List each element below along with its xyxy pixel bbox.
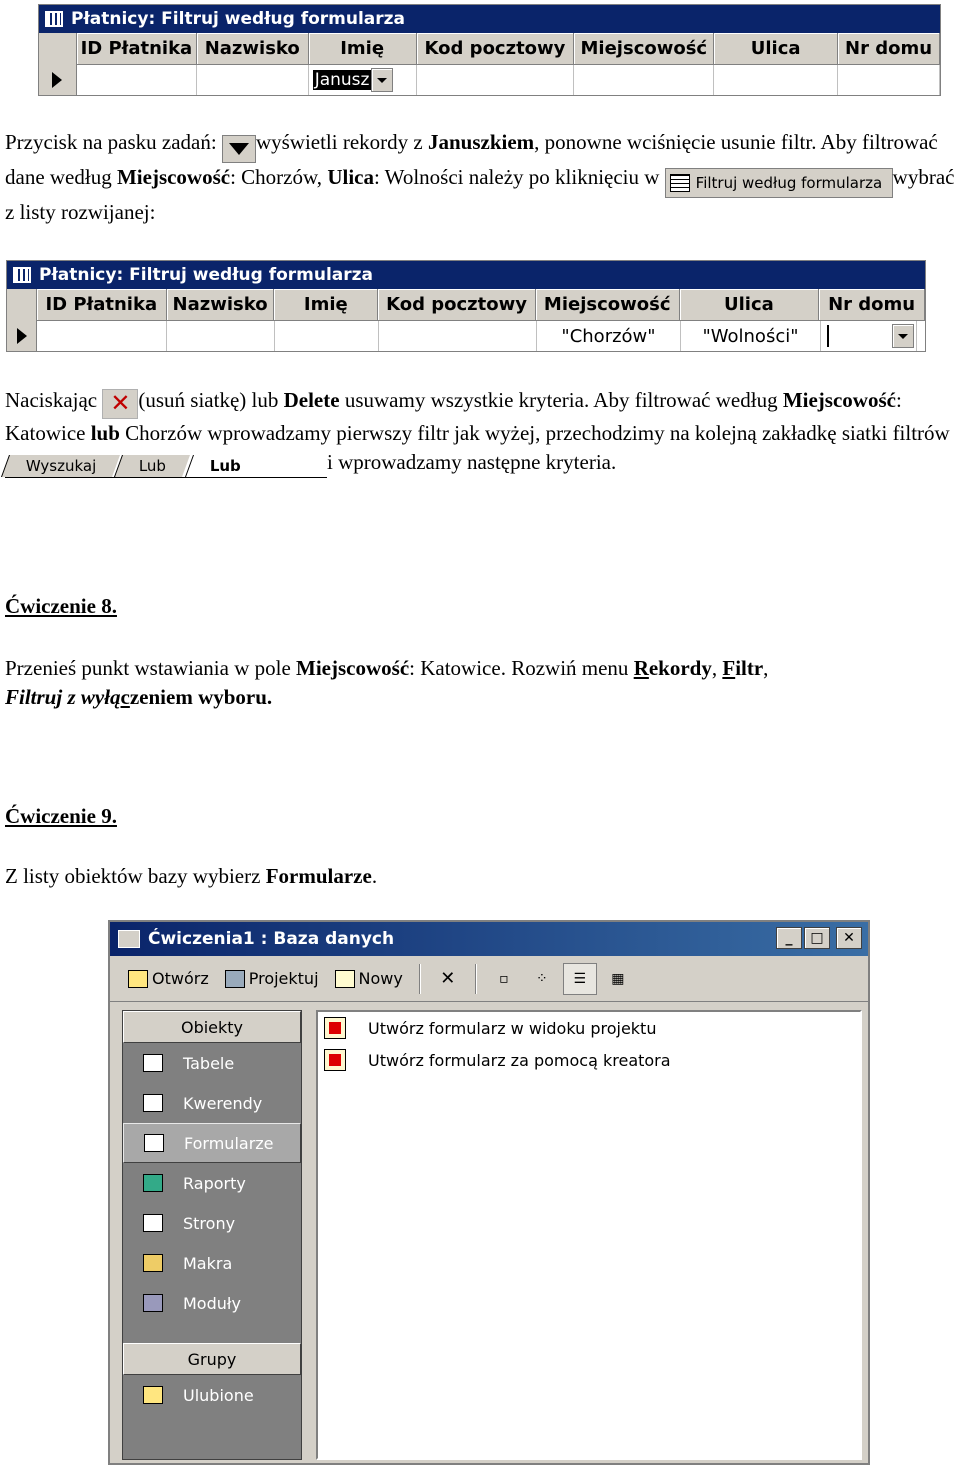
filter-grid-window-1 bbox=[38, 4, 941, 96]
small-icons-button[interactable] bbox=[525, 963, 559, 995]
design-icon bbox=[225, 970, 245, 988]
database-icon bbox=[118, 930, 140, 948]
filter-grid-window-2 bbox=[6, 260, 926, 352]
design-button[interactable]: Projektuj bbox=[219, 963, 325, 995]
grid-1-header bbox=[39, 33, 940, 65]
col-imie[interactable]: Imię bbox=[309, 33, 417, 65]
wizard-icon bbox=[324, 1049, 346, 1071]
query-icon bbox=[143, 1094, 163, 1112]
form-icon bbox=[144, 1134, 164, 1152]
col-nazwisko[interactable]: Nazwisko bbox=[197, 33, 309, 65]
list-view-button[interactable] bbox=[563, 963, 597, 995]
record-selector[interactable] bbox=[39, 65, 77, 95]
col-kod-pocztowy[interactable]: Kod pocztowy bbox=[378, 289, 536, 321]
filter-button-icon bbox=[222, 135, 256, 163]
delete-icon: ✕ bbox=[440, 968, 456, 989]
new-icon bbox=[335, 970, 355, 988]
paragraph-filter-intro: Przycisk na pasku zadań: wyświetli rekordy z Januszkiem, ponowne wciśnięcie usunie filtr. Aby filtrować dane według Miejscowość: Chorzów, Ulica: Wolności należy po kliknięciu w Filtruj według formularza wybrać z listy rozwijanej: bbox=[5, 130, 955, 224]
groups-header[interactable]: Grupy bbox=[123, 1343, 301, 1375]
objects-bar bbox=[122, 1010, 302, 1460]
filter-tabs bbox=[5, 454, 327, 478]
favorites-icon bbox=[143, 1386, 163, 1404]
details-view-icon: ▦ bbox=[611, 970, 625, 987]
grid-2-filter-row bbox=[7, 321, 925, 351]
dropdown-button[interactable] bbox=[892, 324, 914, 348]
details-view-button[interactable] bbox=[601, 963, 635, 995]
col-ulica[interactable]: Ulica bbox=[680, 289, 820, 321]
col-nr-domu[interactable]: Nr domu bbox=[838, 33, 940, 65]
list-view-icon: ☰ bbox=[573, 970, 587, 987]
col-miejscowosc[interactable]: Miejscowość bbox=[574, 33, 714, 65]
open-button[interactable]: Otwórz bbox=[122, 963, 215, 995]
table-icon bbox=[45, 11, 63, 27]
funnel-icon bbox=[229, 143, 249, 155]
database-window-titlebar bbox=[110, 922, 868, 956]
clear-grid-icon: ✕ bbox=[102, 389, 138, 419]
col-ulica[interactable]: Ulica bbox=[714, 33, 838, 65]
delete-button[interactable] bbox=[431, 963, 465, 995]
sidebar-item-makra[interactable]: Makra bbox=[123, 1243, 301, 1283]
grid-2-header bbox=[7, 289, 925, 321]
database-window-title: Ćwiczenia1 : Baza danych bbox=[148, 929, 395, 949]
page-icon bbox=[143, 1214, 163, 1232]
large-icons-icon: ▫ bbox=[499, 970, 509, 987]
exercise-8-text: Przenieś punkt wstawiania w pole Miejscowość: Katowice. Rozwiń menu Rekordy, Filtr, Filtruj z wyłączeniem wyboru. bbox=[5, 656, 769, 709]
report-icon bbox=[143, 1174, 163, 1192]
create-form-icon bbox=[324, 1017, 346, 1039]
col-imie[interactable]: Imię bbox=[274, 289, 378, 321]
objects-header[interactable]: Obiekty bbox=[123, 1011, 301, 1043]
filter-by-form-button: Filtruj według formularza bbox=[665, 168, 893, 198]
sidebar-item-tabele[interactable]: Tabele bbox=[123, 1043, 301, 1083]
current-record-arrow-icon bbox=[17, 328, 27, 344]
grid-1-titlebar bbox=[39, 5, 940, 33]
grid-icon bbox=[670, 174, 690, 192]
grid-1-title: Płatnicy: Filtruj według formularza bbox=[71, 9, 406, 29]
imie-filter-value: Janusz bbox=[314, 70, 370, 90]
large-icons-button[interactable] bbox=[487, 963, 521, 995]
exercise-9-heading: Ćwiczenie 9. bbox=[5, 804, 117, 828]
record-selector[interactable] bbox=[7, 321, 37, 351]
tab-wyszukaj: Wyszukaj bbox=[1, 455, 120, 477]
exercise-8-heading: Ćwiczenie 8. bbox=[5, 594, 117, 618]
minimize-button[interactable]: _ bbox=[776, 927, 802, 949]
chevron-down-icon bbox=[898, 334, 908, 339]
sidebar-item-moduly[interactable]: Moduły bbox=[123, 1283, 301, 1323]
sidebar-item-strony[interactable]: Strony bbox=[123, 1203, 301, 1243]
col-miejscowosc[interactable]: Miejscowość bbox=[536, 289, 680, 321]
small-icons-icon: ⁘ bbox=[535, 970, 548, 987]
current-record-arrow-icon bbox=[52, 72, 62, 88]
col-kod-pocztowy[interactable]: Kod pocztowy bbox=[417, 33, 575, 65]
tab-lub-2: Lub bbox=[185, 455, 265, 477]
text-cursor bbox=[827, 325, 829, 347]
objects-list bbox=[316, 1010, 862, 1460]
open-icon bbox=[128, 970, 148, 988]
col-nr-domu[interactable]: Nr domu bbox=[819, 289, 925, 321]
chevron-down-icon bbox=[377, 78, 387, 83]
ulica-filter-cell[interactable]: "Wolności" bbox=[681, 321, 821, 351]
database-window bbox=[108, 920, 870, 1465]
table-icon bbox=[143, 1054, 163, 1072]
grid-2-titlebar bbox=[7, 261, 925, 289]
col-id-platnika[interactable]: ID Płatnika bbox=[77, 33, 197, 65]
nr-domu-filter-cell[interactable] bbox=[821, 321, 917, 351]
list-item-design-view[interactable]: Utwórz formularz w widoku projektu bbox=[318, 1012, 860, 1044]
col-id-platnika[interactable]: ID Płatnika bbox=[37, 289, 167, 321]
imie-filter-cell[interactable] bbox=[309, 65, 417, 95]
macro-icon bbox=[143, 1254, 163, 1272]
grid-2-title: Płatnicy: Filtruj według formularza bbox=[39, 265, 374, 285]
paragraph-clear-and-or: Naciskając ✕ (usuń siatkę) lub Delete usuwamy wszystkie kryteria. Aby filtrować według Miejscowość: Katowice lub Chorzów wprowadzamy pierwszy filtr jak wyżej, przechodzimy na kolejną zakładkę siatki filtrów Wyszukaj Lub Lub i wprowadzamy następne kryteria. bbox=[5, 386, 960, 478]
miejscowosc-filter-cell[interactable]: "Chorzów" bbox=[537, 321, 681, 351]
dropdown-button[interactable] bbox=[371, 68, 393, 92]
new-button[interactable]: Nowy bbox=[329, 963, 409, 995]
module-icon bbox=[143, 1294, 163, 1312]
sidebar-item-raporty[interactable]: Raporty bbox=[123, 1163, 301, 1203]
table-icon bbox=[13, 267, 31, 283]
grid-1-filter-row bbox=[39, 65, 940, 95]
close-button[interactable]: ✕ bbox=[836, 927, 862, 949]
maximize-button[interactable]: □ bbox=[804, 927, 830, 949]
database-toolbar bbox=[110, 956, 868, 1002]
list-item-wizard[interactable]: Utwórz formularz za pomocą kreatora bbox=[318, 1044, 860, 1076]
col-nazwisko[interactable]: Nazwisko bbox=[167, 289, 275, 321]
sidebar-item-formularze[interactable]: Formularze bbox=[123, 1123, 301, 1163]
sidebar-item-kwerendy[interactable]: Kwerendy bbox=[123, 1083, 301, 1123]
tab-lub-1: Lub bbox=[114, 455, 190, 477]
exercise-9-text: Z listy obiektów bazy wybierz Formularze. bbox=[5, 864, 378, 888]
sidebar-item-ulubione[interactable]: Ulubione bbox=[123, 1375, 301, 1415]
